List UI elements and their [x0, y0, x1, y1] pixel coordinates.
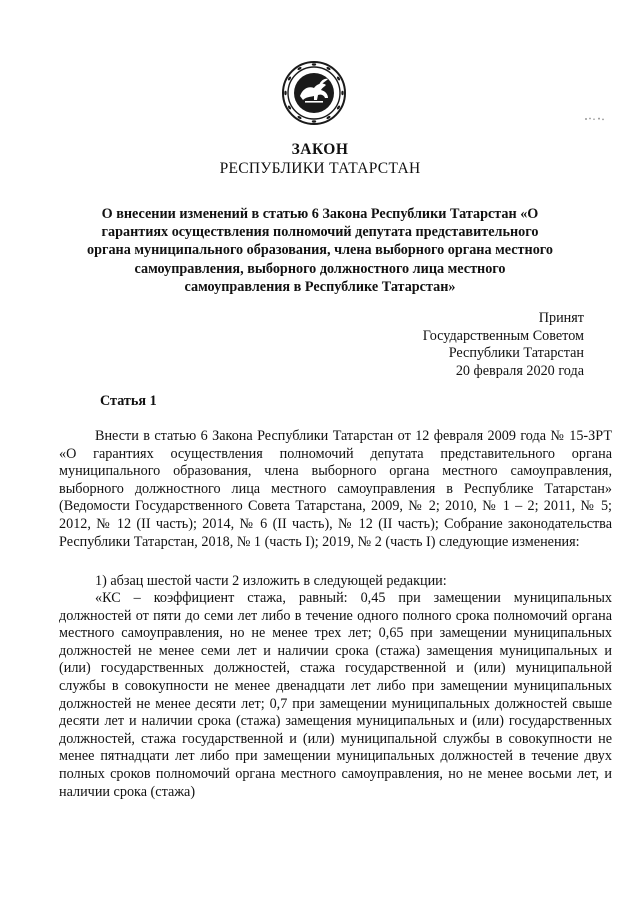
- law-subject: О внесении изменений в статью 6 Закона Республики Татарстан «О гарантиях осуществления полномочий депутата представительного органа муниципального образования, члена выборного органа местного самоуправления, выборного должностного лица местного самоуправления в Республике Татарстан»: [87, 206, 553, 295]
- article-heading: Статья 1: [100, 393, 157, 409]
- law-subtitle: РЕСПУБЛИКИ ТАТАРСТАН: [219, 160, 421, 177]
- adoption-date: 20 февраля 2020 года: [455, 362, 584, 379]
- adoption-block: [423, 310, 584, 380]
- paragraph: Внести в статью 6 Закона Республики Татарстан от 12 февраля 2009 года № 15-ЗРТ «О гарантиях осуществления полномочий депутата представительного органа муниципального образования, члена выборного органа местного самоуправления, выборного должностного лица местного самоуправления в Республике Татарстан» (Ведомости Государственного Совета Татарстана, 2009, № 2; 2010, № 1 – 2; 2011, № 5; 2012, № 12 (II часть); 2014, № 6 (II часть), № 12 (II часть); Собрание законодательства Республики Татарстан, 2018, № 1 (часть I); 2019, № 2 (часть I) следующие изменения:: [59, 428, 612, 550]
- law-title: ЗАКОН: [291, 141, 349, 158]
- tatarstan-coat-of-arms-icon: [281, 60, 347, 126]
- scan-mark-icon: [584, 116, 606, 122]
- paragraph: 1) абзац шестой части 2 изложить в следующей редакции:: [95, 573, 447, 589]
- paragraph: «КС – коэффициент стажа, равный: 0,45 при замещении муниципальных должностей от пяти до семи лет либо в течение одного полного срока полномочий органа местного самоуправления, но не менее трех лет; 0,65 при замещении муниципальных должностей не менее семи лет и наличии срока (стажа) замещения муниципальных и (или) государственных должностей, стажа государственной и (или) муниципальной службы в совокупности не менее двенадцати лет либо при замещении муниципальных должностей не менее десяти лет; 0,7 при замещении муниципальных должностей свыше десяти лет и наличии срока (стажа) замещения муниципальных и (или) государственных должностей, стажа государственной и (или) муниципальной службы в совокупности не менее пятнадцати лет либо при замещении муниципальных должностей в течение двух полных сроков полномочий органа местного самоуправления, но не менее восьми лет, и наличии срока (стажа): [59, 590, 612, 800]
- adoption-line: Принят: [538, 310, 584, 326]
- adoption-line: Республики Татарстан: [448, 345, 584, 361]
- adoption-line: Государственным Советом: [422, 327, 584, 344]
